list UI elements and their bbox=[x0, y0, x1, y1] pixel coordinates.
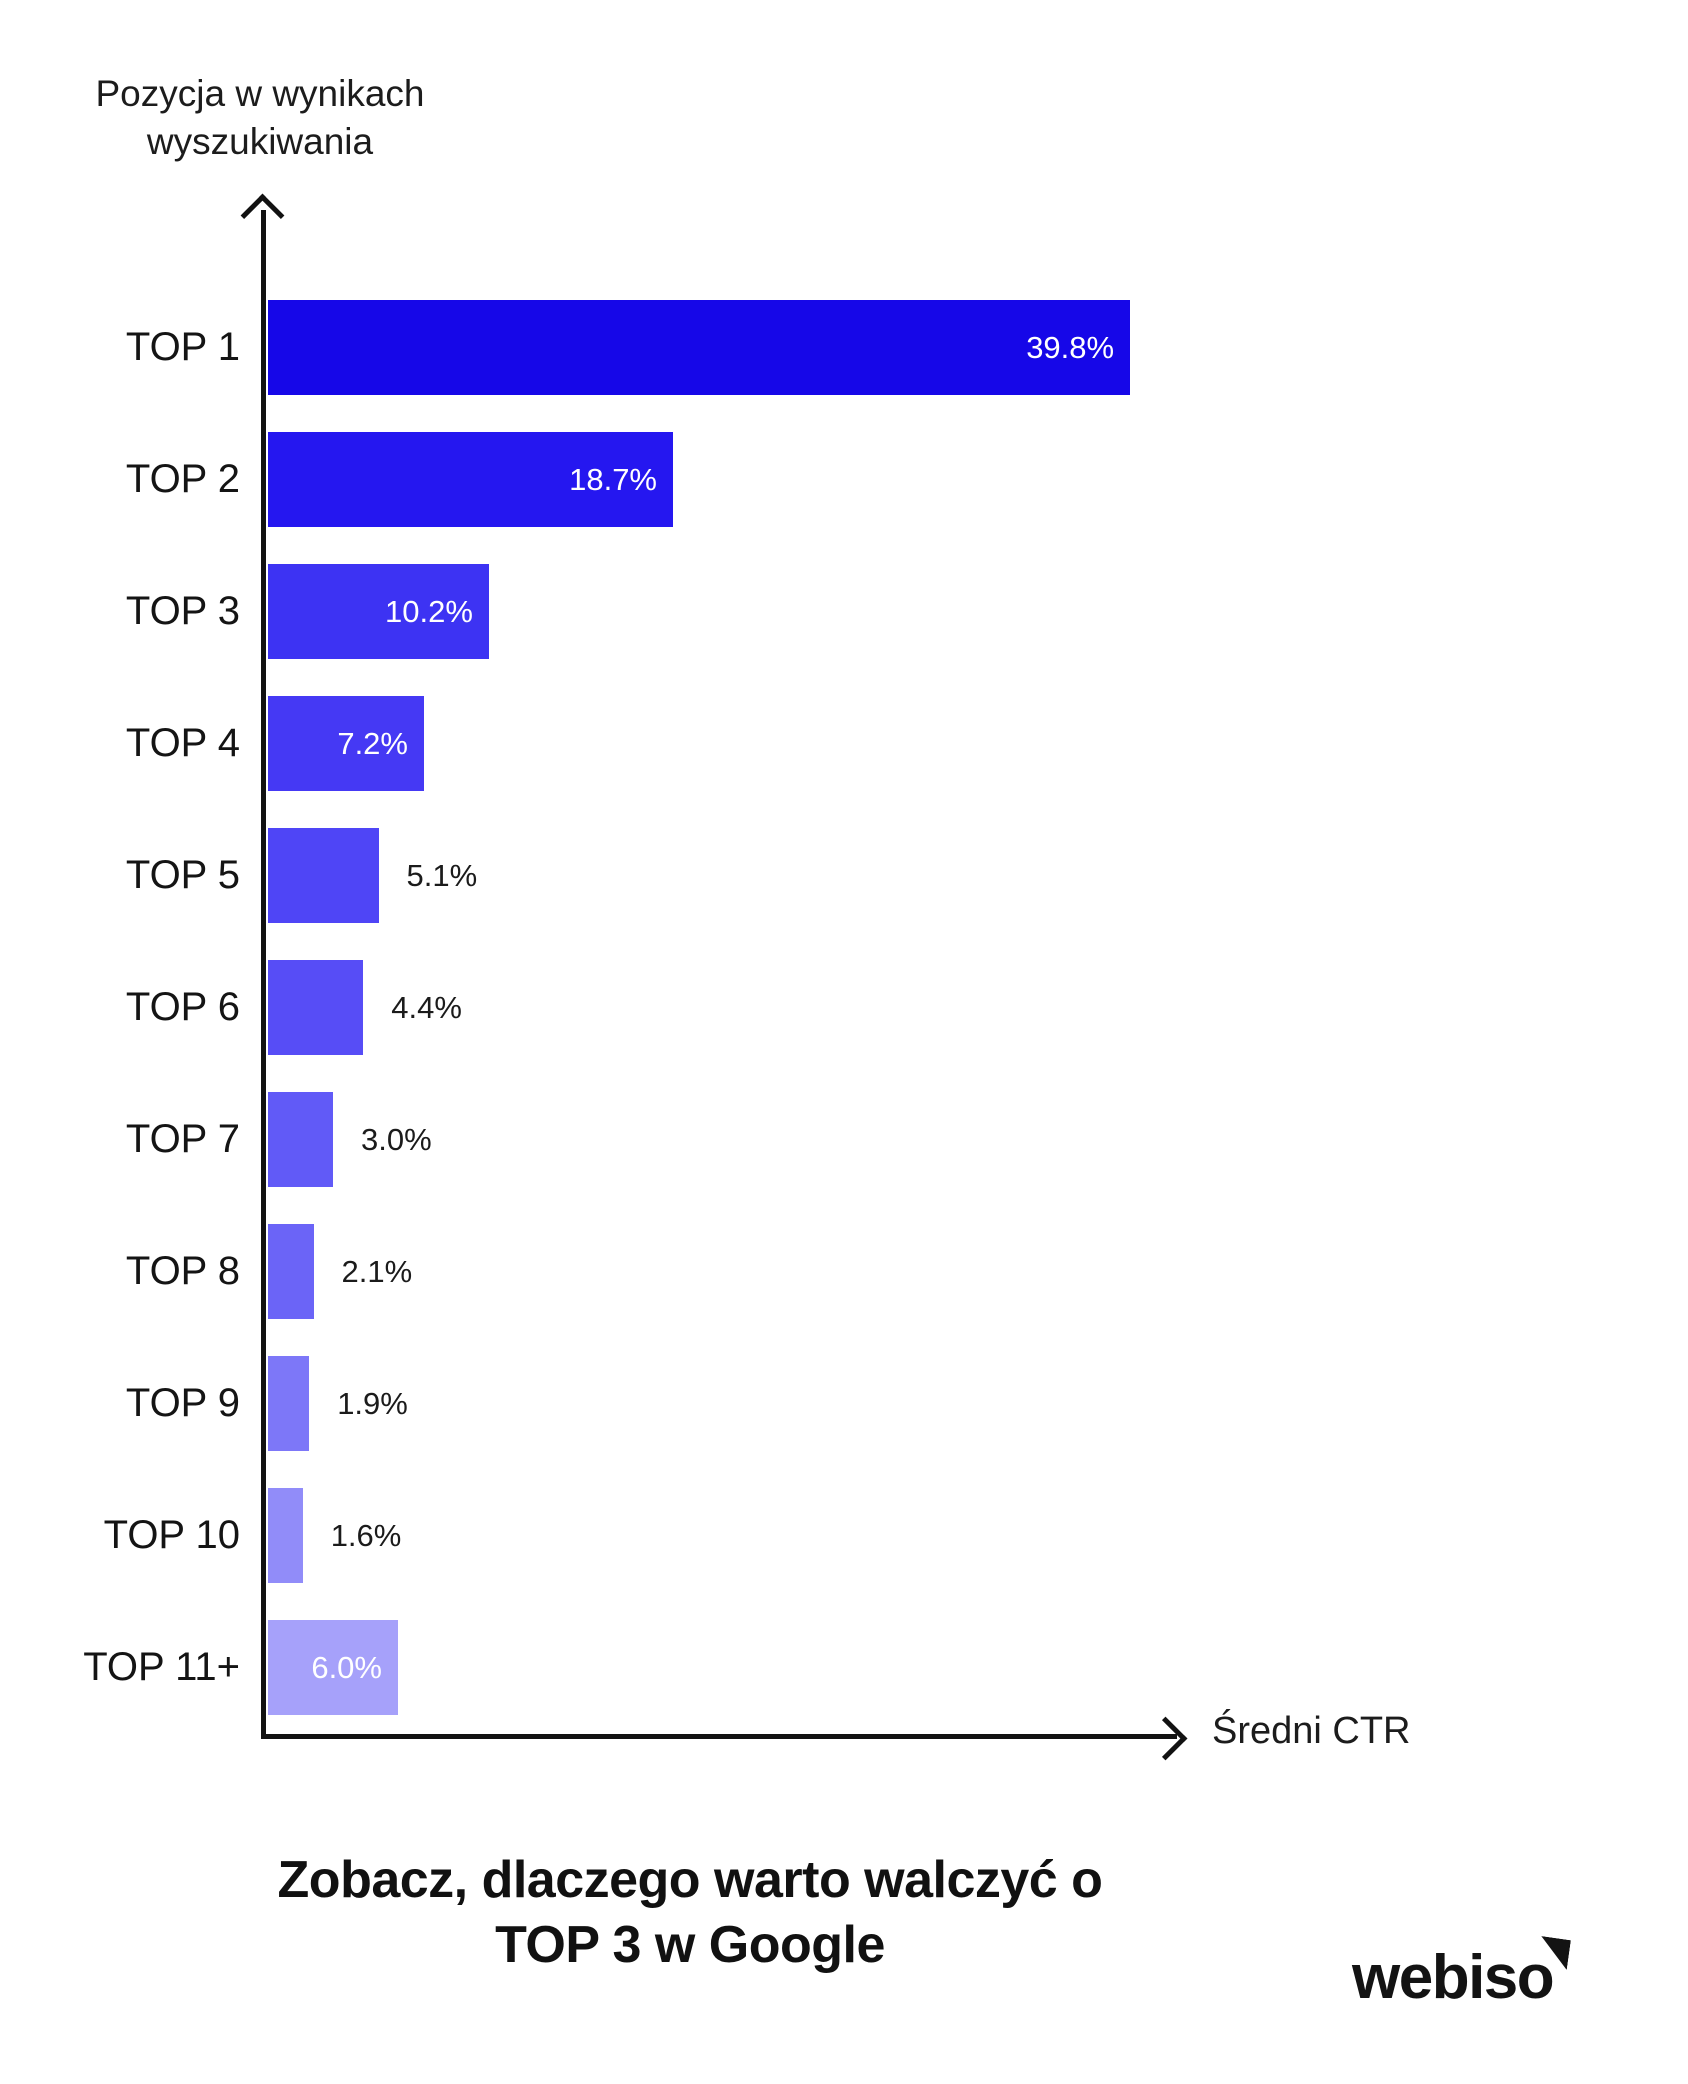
bar-row bbox=[0, 1488, 1688, 1583]
bar-row bbox=[0, 564, 1688, 659]
bar bbox=[268, 1224, 314, 1319]
value-label: 39.8% bbox=[1026, 329, 1115, 365]
category-label: TOP 1 bbox=[125, 325, 240, 369]
bar bbox=[268, 960, 363, 1055]
bar bbox=[268, 564, 489, 659]
y-axis-label-line1: Pozycja w wynikach bbox=[95, 73, 425, 114]
value-label: 1.9% bbox=[337, 1385, 408, 1421]
category-label: TOP 10 bbox=[103, 1513, 240, 1557]
value-label: 6.0% bbox=[311, 1649, 382, 1685]
bar bbox=[268, 1356, 309, 1451]
value-label: 7.2% bbox=[337, 725, 408, 761]
bar-row bbox=[0, 1620, 1688, 1715]
category-label: TOP 9 bbox=[125, 1381, 240, 1425]
value-label: 18.7% bbox=[569, 461, 657, 497]
value-label: 2.1% bbox=[341, 1253, 413, 1289]
value-label: 4.4% bbox=[391, 989, 462, 1025]
webiso-logo bbox=[1352, 1942, 1553, 2013]
bar bbox=[268, 1488, 303, 1583]
bar bbox=[268, 432, 673, 527]
bar-row bbox=[0, 696, 1688, 791]
bar-row bbox=[0, 1224, 1688, 1319]
bar bbox=[268, 1620, 398, 1715]
chart-title-line1: Zobacz, dlaczego warto walczyć o bbox=[277, 1851, 1103, 1909]
bar-row bbox=[0, 1092, 1688, 1187]
bar-row bbox=[0, 300, 1688, 395]
category-label: TOP 6 bbox=[125, 985, 240, 1029]
bar bbox=[268, 1092, 333, 1187]
chart-title-line2: TOP 3 w Google bbox=[495, 1916, 885, 1974]
bar-row bbox=[0, 1356, 1688, 1451]
category-label: TOP 2 bbox=[125, 457, 240, 501]
category-label: TOP 8 bbox=[125, 1249, 240, 1293]
chart-title bbox=[170, 1848, 1210, 1978]
bar bbox=[268, 696, 424, 791]
x-axis-label: Średni CTR bbox=[1212, 1710, 1411, 1752]
value-label: 10.2% bbox=[384, 593, 473, 629]
category-label: TOP 3 bbox=[125, 589, 240, 633]
value-label: 3.0% bbox=[361, 1121, 432, 1157]
webiso-logo-text: webiso bbox=[1352, 1943, 1554, 2012]
bar-row bbox=[0, 960, 1688, 1055]
y-axis-arrow-icon bbox=[241, 194, 285, 238]
value-label: 1.6% bbox=[330, 1517, 402, 1553]
bar-row bbox=[0, 828, 1688, 923]
category-label: TOP 7 bbox=[125, 1117, 240, 1161]
bar bbox=[268, 828, 379, 923]
bar-chart bbox=[0, 300, 1688, 1752]
category-label: TOP 11+ bbox=[83, 1645, 240, 1689]
y-axis-label-line2: wyszukiwania bbox=[146, 121, 374, 162]
bar-row bbox=[0, 432, 1688, 527]
category-label: TOP 4 bbox=[125, 721, 240, 765]
value-label: 5.1% bbox=[406, 857, 478, 893]
bar bbox=[268, 300, 1130, 395]
y-axis-label bbox=[40, 70, 480, 166]
category-label: TOP 5 bbox=[125, 853, 240, 897]
